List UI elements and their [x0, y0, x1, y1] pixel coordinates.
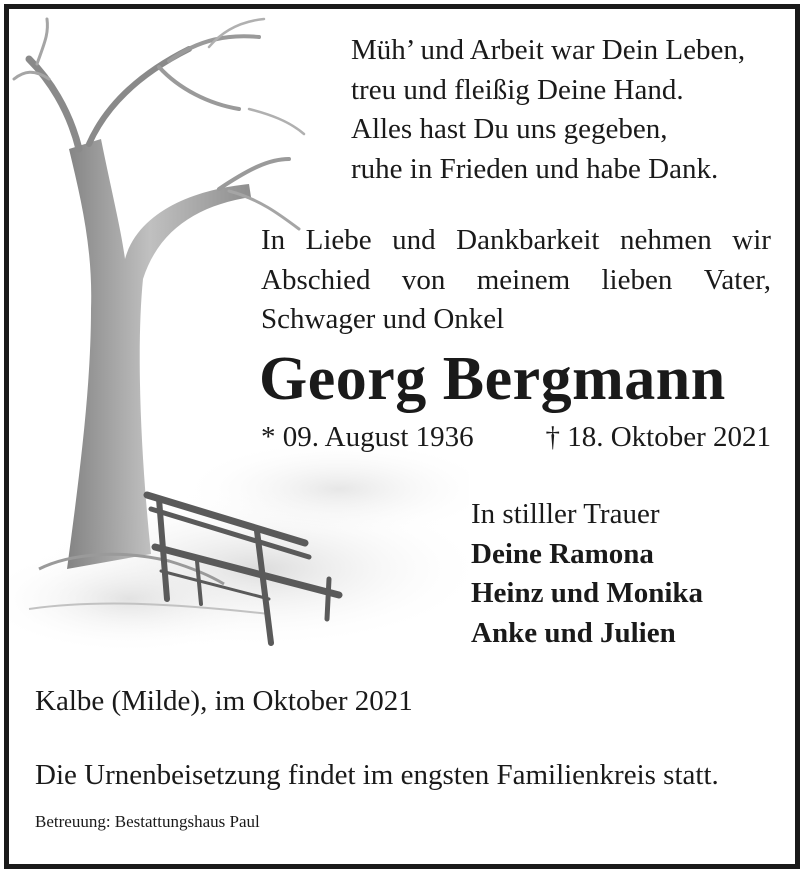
poem-line: Müh’ und Arbeit war Dein Leben, — [351, 34, 746, 66]
poem-line: ruhe in Frieden und habe Dank. — [351, 152, 719, 185]
intro-word: von — [401, 263, 446, 296]
burial-note: Die Urnenbeisetzung findet im engsten Familienkreis statt. — [35, 759, 719, 791]
intro-word: In — [261, 224, 286, 256]
place-and-date: Kalbe (Milde), im Oktober 2021 — [35, 685, 413, 717]
mourner-name: Anke und Julien — [471, 616, 676, 649]
mourners-heading: In stilller Trauer — [471, 498, 660, 530]
birth-date: * 09. August 1936 — [261, 421, 474, 453]
poem-line: Alles hast Du uns gegeben, — [351, 113, 668, 145]
intro-word: meinem — [476, 263, 571, 296]
mourner-name: Heinz und Monika — [471, 577, 704, 609]
farewell-intro — [261, 221, 771, 340]
intro-line — [261, 221, 771, 261]
poem-line: treu und fleißig Deine Hand. — [351, 73, 684, 106]
intro-line: Schwager und Onkel — [261, 303, 505, 335]
death-date: † 18. Oktober 2021 — [545, 421, 771, 453]
intro-word: Liebe — [305, 224, 372, 256]
intro-word: Dankbarkeit — [456, 224, 600, 256]
intro-word: Abschied — [261, 263, 371, 296]
intro-word: nehmen — [619, 224, 712, 256]
mourner-name: Deine Ramona — [471, 537, 654, 570]
intro-word: Vater, — [703, 263, 771, 296]
intro-word: und — [392, 224, 436, 256]
intro-word: lieben — [601, 263, 673, 296]
life-dates — [261, 417, 771, 457]
intro-word: wir — [732, 224, 771, 256]
poem — [351, 31, 781, 189]
obituary-notice — [4, 4, 800, 869]
funeral-home-credit: Betreuung: Bestattungshaus Paul — [35, 812, 260, 831]
deceased-name: Georg Bergmann — [259, 345, 726, 413]
intro-line — [261, 261, 771, 301]
mourners — [471, 495, 771, 653]
